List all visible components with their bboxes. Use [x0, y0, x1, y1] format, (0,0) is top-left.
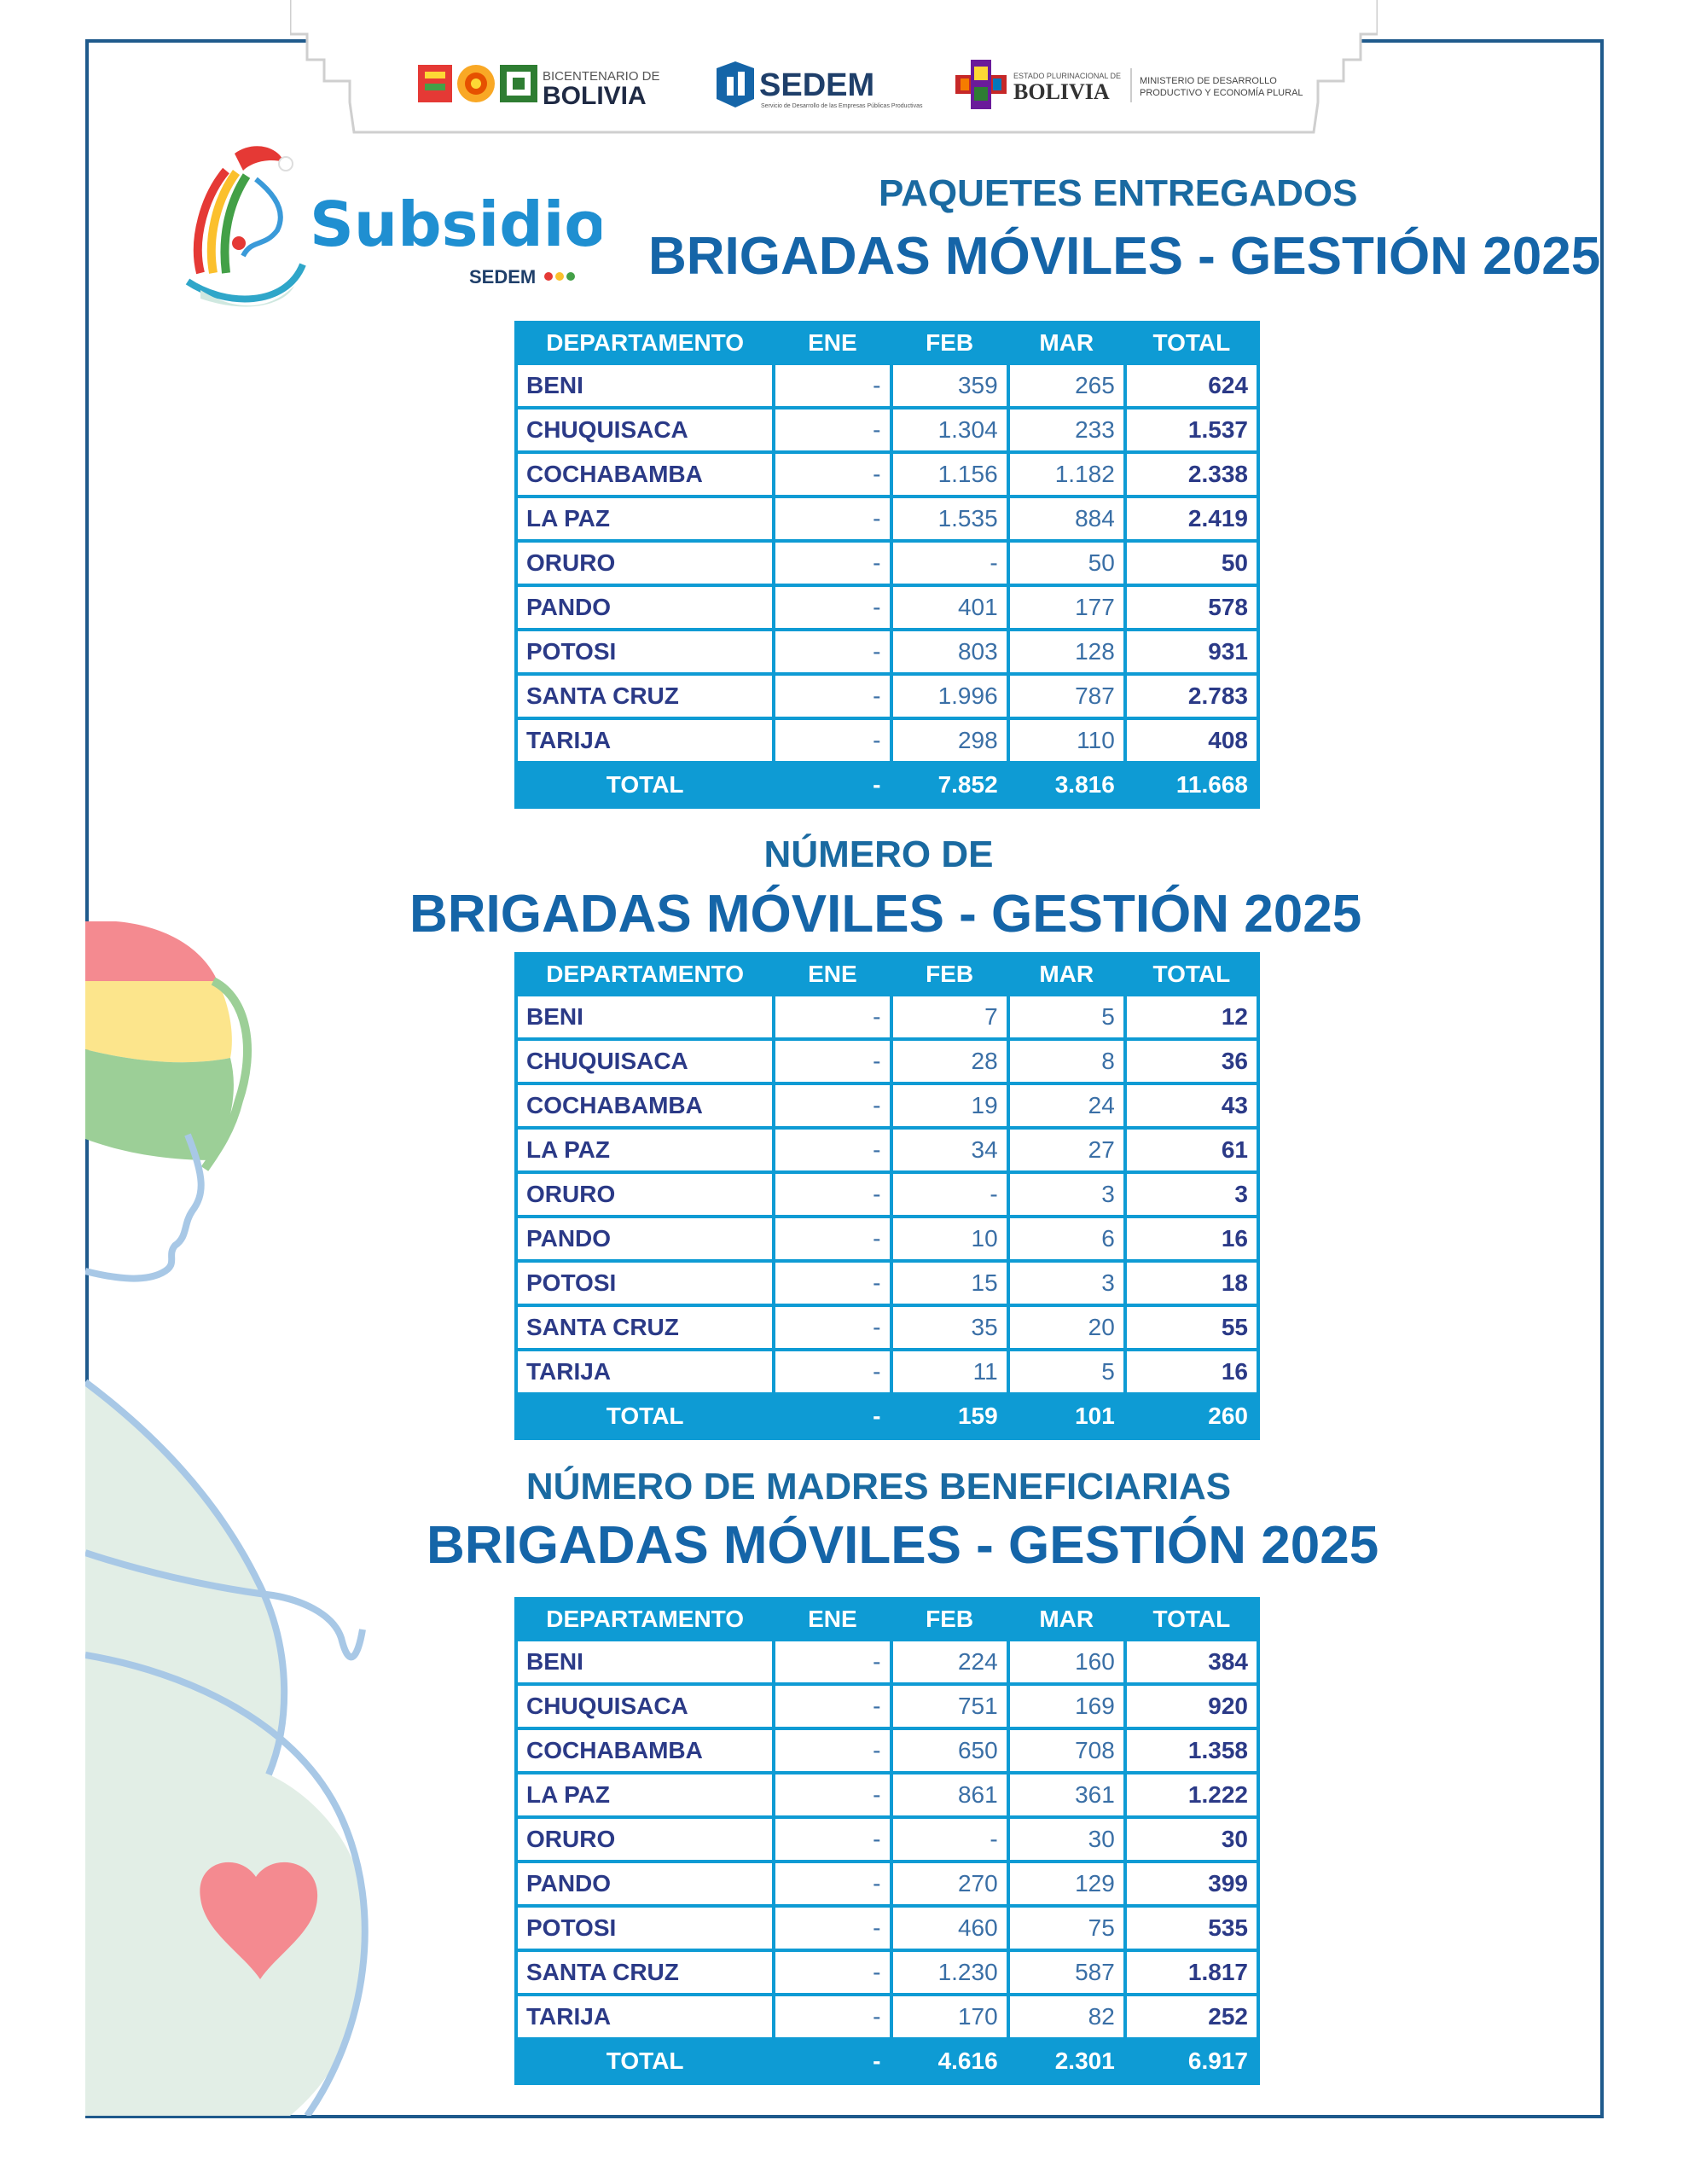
- departamento-cell: CHUQUISACA: [518, 1041, 772, 1082]
- mar-cell: 265: [1010, 365, 1123, 406]
- ene-cell: -: [775, 1396, 889, 1437]
- total-cell: 252: [1127, 1996, 1257, 2037]
- total-cell: 43: [1127, 1085, 1257, 1126]
- table-row: [518, 1351, 1257, 1392]
- departamento-cell: LA PAZ: [518, 1774, 772, 1815]
- section3-subtitle: NÚMERO DE MADRES BENEFICIARIAS: [525, 1466, 1232, 1507]
- departamento-cell: CHUQUISACA: [518, 1686, 772, 1727]
- departamento-cell: COCHABAMBA: [518, 1730, 772, 1771]
- col-departamento: DEPARTAMENTO: [518, 1600, 772, 1638]
- numero-brigadas-table: [514, 952, 1260, 1440]
- feb-cell: 359: [893, 365, 1007, 406]
- total-cell: 1.537: [1127, 410, 1257, 450]
- departamento-cell: COCHABAMBA: [518, 1085, 772, 1126]
- feb-cell: 1.535: [893, 498, 1007, 539]
- subsidio-logo: [175, 145, 601, 316]
- col-ene: ENE: [775, 956, 889, 993]
- mar-cell: 233: [1010, 410, 1123, 450]
- total-cell: 50: [1127, 543, 1257, 584]
- feb-cell: 298: [893, 720, 1007, 761]
- ministerio-line1: MINISTERIO DE DESARROLLO: [1140, 76, 1277, 86]
- bicentenario-top-text: BICENTENARIO DE: [543, 69, 660, 84]
- ene-cell: -: [775, 631, 889, 672]
- subsidio-sub-wordmark: SEDEM: [469, 266, 537, 288]
- total-cell: 1.358: [1127, 1730, 1257, 1771]
- feb-cell: 1.230: [893, 1952, 1007, 1993]
- ene-cell: -: [775, 1307, 889, 1348]
- ene-cell: -: [775, 2041, 889, 2082]
- feb-cell: 11: [893, 1351, 1007, 1392]
- ene-cell: -: [775, 1686, 889, 1727]
- feb-cell: 224: [893, 1641, 1007, 1682]
- feb-cell: 1.996: [893, 676, 1007, 717]
- total-cell: 16: [1127, 1351, 1257, 1392]
- table-row: [518, 1730, 1257, 1771]
- departamento-cell: BENI: [518, 365, 772, 406]
- mar-cell: 5: [1010, 1351, 1123, 1392]
- col-total: TOTAL: [1127, 324, 1257, 362]
- total-cell: 2.419: [1127, 498, 1257, 539]
- ene-cell: -: [775, 1952, 889, 1993]
- total-cell: 55: [1127, 1307, 1257, 1348]
- mar-cell: 8: [1010, 1041, 1123, 1082]
- total-cell: 1.222: [1127, 1774, 1257, 1815]
- table-row: [518, 1263, 1257, 1304]
- section3-title: BRIGADAS MÓVILES - GESTIÓN 2025: [427, 1516, 1379, 1575]
- total-cell: 578: [1127, 587, 1257, 628]
- ene-cell: -: [775, 1085, 889, 1126]
- col-mar: MAR: [1010, 324, 1123, 362]
- feb-cell: 751: [893, 1686, 1007, 1727]
- ene-cell: -: [775, 410, 889, 450]
- total-cell: 931: [1127, 631, 1257, 672]
- total-cell: 1.817: [1127, 1952, 1257, 1993]
- departamento-cell: SANTA CRUZ: [518, 1952, 772, 1993]
- ene-cell: -: [775, 543, 889, 584]
- mar-cell: 160: [1010, 1641, 1123, 1682]
- departamento-cell: BENI: [518, 996, 772, 1037]
- sedem-sub-text: Servicio de Desarrollo de las Empresas Públicas Productivas: [761, 103, 923, 109]
- table-row: [518, 631, 1257, 672]
- departamento-cell: POTOSI: [518, 1908, 772, 1949]
- col-mar: MAR: [1010, 1600, 1123, 1638]
- total-cell: 12: [1127, 996, 1257, 1037]
- table-row: [518, 1863, 1257, 1904]
- feb-cell: 4.616: [893, 2041, 1007, 2082]
- total-cell: 6.917: [1127, 2041, 1257, 2082]
- mar-cell: 787: [1010, 676, 1123, 717]
- mar-cell: 75: [1010, 1908, 1123, 1949]
- mar-cell: 128: [1010, 631, 1123, 672]
- col-feb: FEB: [893, 1600, 1007, 1638]
- total-cell: 624: [1127, 365, 1257, 406]
- mar-cell: 50: [1010, 543, 1123, 584]
- total-cell: 384: [1127, 1641, 1257, 1682]
- section2-title: BRIGADAS MÓVILES - GESTIÓN 2025: [409, 885, 1362, 944]
- table-row: [518, 720, 1257, 761]
- table-header-row: [518, 956, 1257, 993]
- section1-subtitle: PAQUETES ENTREGADOS: [879, 172, 1358, 214]
- col-departamento: DEPARTAMENTO: [518, 324, 772, 362]
- table-row: [518, 1174, 1257, 1215]
- mar-cell: 27: [1010, 1130, 1123, 1170]
- feb-cell: 460: [893, 1908, 1007, 1949]
- table-row: [518, 454, 1257, 495]
- total-cell: 11.668: [1127, 764, 1257, 805]
- partner-logos: [418, 60, 1314, 111]
- feb-cell: 861: [893, 1774, 1007, 1815]
- feb-cell: 803: [893, 631, 1007, 672]
- table-row: [518, 410, 1257, 450]
- departamento-cell: CHUQUISACA: [518, 410, 772, 450]
- table-row: [518, 365, 1257, 406]
- feb-cell: 170: [893, 1996, 1007, 2037]
- table-row: [518, 1819, 1257, 1860]
- departamento-cell: POTOSI: [518, 631, 772, 672]
- total-cell: 535: [1127, 1908, 1257, 1949]
- mar-cell: 101: [1010, 1396, 1123, 1437]
- col-mar: MAR: [1010, 956, 1123, 993]
- departamento-cell: TARIJA: [518, 1996, 772, 2037]
- ministerio-line2: PRODUCTIVO Y ECONOMÍA PLURAL: [1140, 88, 1303, 98]
- mar-cell: 2.301: [1010, 2041, 1123, 2082]
- departamento-cell: BENI: [518, 1641, 772, 1682]
- mar-cell: 884: [1010, 498, 1123, 539]
- mar-cell: 20: [1010, 1307, 1123, 1348]
- departamento-cell: TOTAL: [518, 1396, 772, 1437]
- mar-cell: 708: [1010, 1730, 1123, 1771]
- mar-cell: 82: [1010, 1996, 1123, 2037]
- total-cell: 920: [1127, 1686, 1257, 1727]
- ene-cell: -: [775, 1174, 889, 1215]
- mar-cell: 361: [1010, 1774, 1123, 1815]
- feb-cell: 650: [893, 1730, 1007, 1771]
- feb-cell: 7: [893, 996, 1007, 1037]
- departamento-cell: PANDO: [518, 1863, 772, 1904]
- sedem-text: SEDEM: [759, 67, 875, 103]
- feb-cell: 19: [893, 1085, 1007, 1126]
- total-cell: 30: [1127, 1819, 1257, 1860]
- estado-plurinacional-logo: [955, 60, 1303, 109]
- ene-cell: -: [775, 720, 889, 761]
- feb-cell: 15: [893, 1263, 1007, 1304]
- col-total: TOTAL: [1127, 956, 1257, 993]
- feb-cell: -: [893, 543, 1007, 584]
- mar-cell: 177: [1010, 587, 1123, 628]
- feb-cell: 1.156: [893, 454, 1007, 495]
- paquetes-table: [514, 321, 1260, 809]
- col-departamento: DEPARTAMENTO: [518, 956, 772, 993]
- table-header-row: [518, 1600, 1257, 1638]
- section2-subtitle: NÚMERO DE: [763, 834, 994, 875]
- col-ene: ENE: [775, 324, 889, 362]
- feb-cell: -: [893, 1174, 1007, 1215]
- sedem-logo: [717, 61, 923, 109]
- feb-cell: 159: [893, 1396, 1007, 1437]
- table-row: [518, 1085, 1257, 1126]
- departamento-cell: SANTA CRUZ: [518, 676, 772, 717]
- ene-cell: -: [775, 1263, 889, 1304]
- mar-cell: 5: [1010, 996, 1123, 1037]
- ene-cell: -: [775, 1041, 889, 1082]
- departamento-cell: LA PAZ: [518, 1130, 772, 1170]
- ene-cell: -: [775, 1996, 889, 2037]
- ene-cell: -: [775, 676, 889, 717]
- feb-cell: 401: [893, 587, 1007, 628]
- ene-cell: -: [775, 1819, 889, 1860]
- mar-cell: 3: [1010, 1263, 1123, 1304]
- estado-bottom-text: BOLIVIA: [1013, 79, 1110, 104]
- bicentenario-logo: [418, 65, 660, 110]
- table-row: [518, 498, 1257, 539]
- departamento-cell: ORURO: [518, 1174, 772, 1215]
- departamento-cell: PANDO: [518, 587, 772, 628]
- ene-cell: -: [775, 1351, 889, 1392]
- ene-cell: -: [775, 1218, 889, 1259]
- feb-cell: 10: [893, 1218, 1007, 1259]
- table-row: [518, 676, 1257, 717]
- ene-cell: -: [775, 996, 889, 1037]
- feb-cell: 1.304: [893, 410, 1007, 450]
- mar-cell: 6: [1010, 1218, 1123, 1259]
- table-row: [518, 543, 1257, 584]
- table-total-row: [518, 764, 1257, 805]
- mar-cell: 587: [1010, 1952, 1123, 1993]
- ene-cell: -: [775, 1730, 889, 1771]
- feb-cell: 35: [893, 1307, 1007, 1348]
- ene-cell: -: [775, 365, 889, 406]
- departamento-cell: TOTAL: [518, 2041, 772, 2082]
- col-total: TOTAL: [1127, 1600, 1257, 1638]
- table-row: [518, 1041, 1257, 1082]
- estado-top-text: ESTADO PLURINACIONAL DE: [1013, 72, 1122, 80]
- table-row: [518, 996, 1257, 1037]
- departamento-cell: POTOSI: [518, 1263, 772, 1304]
- mar-cell: 110: [1010, 720, 1123, 761]
- total-cell: 18: [1127, 1263, 1257, 1304]
- feb-cell: 28: [893, 1041, 1007, 1082]
- total-cell: 408: [1127, 720, 1257, 761]
- ene-cell: -: [775, 764, 889, 805]
- total-cell: 61: [1127, 1130, 1257, 1170]
- santa-hat-icon: [235, 146, 284, 171]
- ene-cell: -: [775, 454, 889, 495]
- table-row: [518, 1307, 1257, 1348]
- departamento-cell: TARIJA: [518, 1351, 772, 1392]
- total-cell: 16: [1127, 1218, 1257, 1259]
- feb-cell: 7.852: [893, 764, 1007, 805]
- departamento-cell: PANDO: [518, 1218, 772, 1259]
- table-row: [518, 1908, 1257, 1949]
- total-cell: 2.338: [1127, 454, 1257, 495]
- feb-cell: -: [893, 1819, 1007, 1860]
- total-cell: 260: [1127, 1396, 1257, 1437]
- mar-cell: 1.182: [1010, 454, 1123, 495]
- table-header-row: [518, 324, 1257, 362]
- mar-cell: 24: [1010, 1085, 1123, 1126]
- table-row: [518, 1686, 1257, 1727]
- section1-title: BRIGADAS MÓVILES - GESTIÓN 2025: [648, 227, 1601, 286]
- total-cell: 2.783: [1127, 676, 1257, 717]
- ene-cell: -: [775, 1641, 889, 1682]
- departamento-cell: SANTA CRUZ: [518, 1307, 772, 1348]
- madres-beneficiarias-table: [514, 1597, 1260, 2085]
- table-row: [518, 1996, 1257, 2037]
- ene-cell: -: [775, 587, 889, 628]
- table-row: [518, 1218, 1257, 1259]
- total-cell: 36: [1127, 1041, 1257, 1082]
- ene-cell: -: [775, 1908, 889, 1949]
- table-row: [518, 1130, 1257, 1170]
- mar-cell: 3.816: [1010, 764, 1123, 805]
- ene-cell: -: [775, 1774, 889, 1815]
- departamento-cell: COCHABAMBA: [518, 454, 772, 495]
- departamento-cell: ORURO: [518, 543, 772, 584]
- col-feb: FEB: [893, 324, 1007, 362]
- table-total-row: [518, 1396, 1257, 1437]
- ene-cell: -: [775, 498, 889, 539]
- col-feb: FEB: [893, 956, 1007, 993]
- total-cell: 399: [1127, 1863, 1257, 1904]
- mar-cell: 169: [1010, 1686, 1123, 1727]
- table-row: [518, 1774, 1257, 1815]
- feb-cell: 34: [893, 1130, 1007, 1170]
- mar-cell: 129: [1010, 1863, 1123, 1904]
- ene-cell: -: [775, 1863, 889, 1904]
- departamento-cell: LA PAZ: [518, 498, 772, 539]
- ene-cell: -: [775, 1130, 889, 1170]
- subsidio-wordmark: Subsidio: [310, 189, 601, 260]
- departamento-cell: ORURO: [518, 1819, 772, 1860]
- col-ene: ENE: [775, 1600, 889, 1638]
- departamento-cell: TOTAL: [518, 764, 772, 805]
- table-row: [518, 1641, 1257, 1682]
- table-row: [518, 1952, 1257, 1993]
- total-cell: 3: [1127, 1174, 1257, 1215]
- mar-cell: 30: [1010, 1819, 1123, 1860]
- departamento-cell: TARIJA: [518, 720, 772, 761]
- mar-cell: 3: [1010, 1174, 1123, 1215]
- bicentenario-bottom-text: BOLIVIA: [543, 82, 647, 110]
- table-row: [518, 587, 1257, 628]
- feb-cell: 270: [893, 1863, 1007, 1904]
- table-total-row: [518, 2041, 1257, 2082]
